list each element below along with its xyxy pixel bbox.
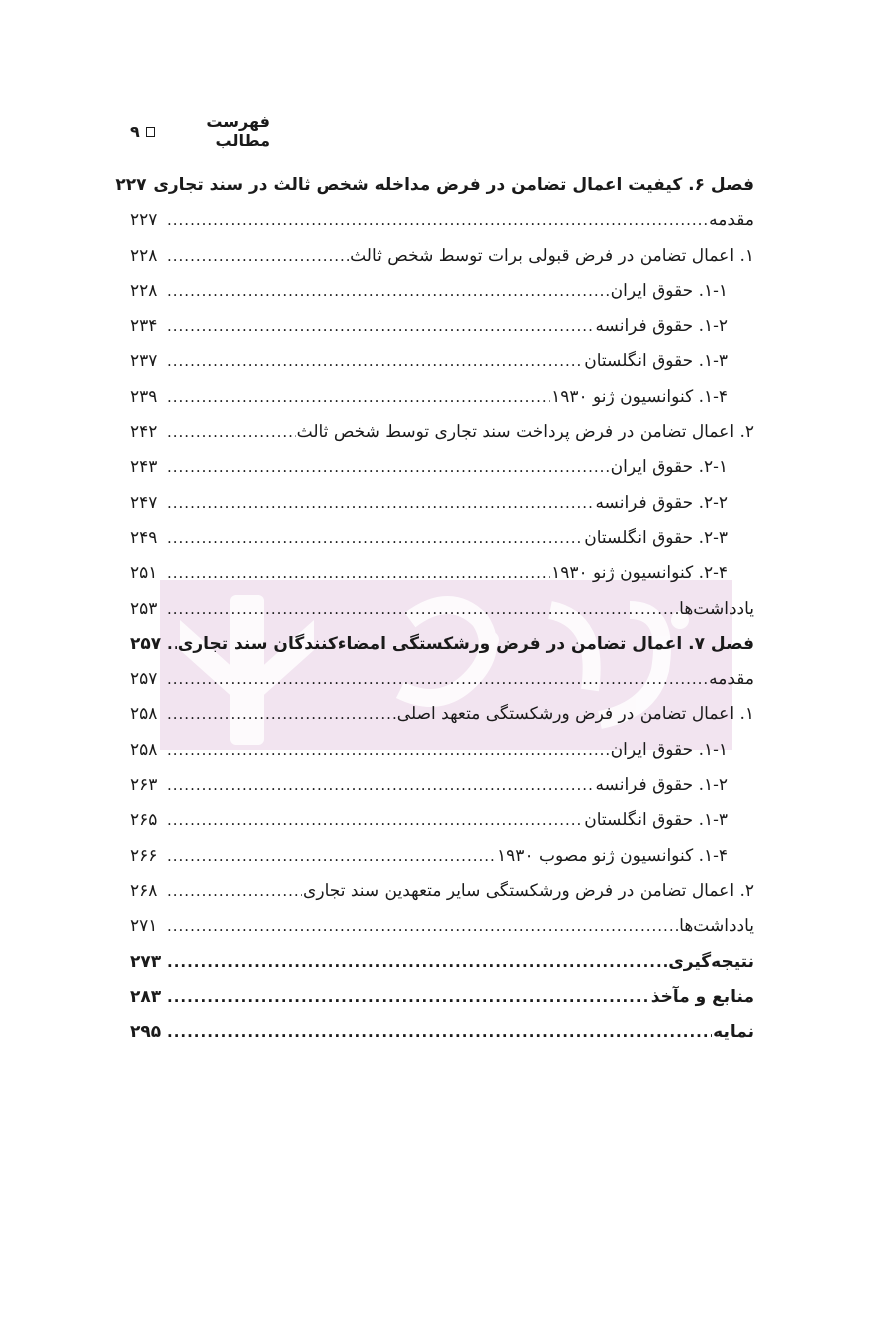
toc-entry-title: یادداشت‌ها	[679, 916, 754, 937]
dot-leader	[167, 662, 708, 697]
dot-leader	[167, 309, 594, 344]
dot-leader	[167, 697, 396, 732]
toc-entry-page: ۲۲۸	[130, 245, 158, 266]
toc-entry-title: یادداشت‌ها	[679, 598, 754, 619]
toc-entry-title: ۱-۳. حقوق انگلستان	[584, 351, 728, 372]
toc-entry	[130, 592, 754, 627]
toc-entry-title: فصل ۶. کیفیت اعمال تضامن در فرض مداخله شخص ثالث در سند تجاری	[153, 175, 754, 195]
toc-entry-page: ۲۵۷	[130, 669, 158, 690]
dot-leader	[167, 556, 550, 591]
dot-leader	[167, 592, 678, 627]
dot-leader	[167, 803, 583, 838]
dot-leader	[167, 1015, 712, 1050]
toc-entry-title: ۲-۳. حقوق انگلستان	[584, 527, 728, 548]
toc-entry	[130, 556, 754, 591]
dot-leader	[167, 203, 708, 238]
toc-entry-title: ۲-۴. کنوانسیون ژنو ۱۹۳۰	[551, 563, 728, 584]
dot-leader	[167, 945, 667, 980]
dot-leader	[167, 521, 583, 556]
toc-entry-page: ۲۵۸	[130, 739, 158, 760]
toc-entry	[130, 909, 754, 944]
toc-entry	[130, 627, 754, 662]
square-icon	[146, 127, 155, 137]
toc-entry	[130, 839, 754, 874]
toc-entry-title: مقدمه	[709, 669, 754, 690]
header-page-number: ۹	[130, 121, 140, 141]
toc-entry-title: ۲. اعمال تضامن در فرض ورشکستگی سایر متعهدین سند تجاری	[303, 880, 754, 901]
toc-entry	[130, 415, 754, 450]
toc-entry-page: ۲۳۷	[130, 351, 158, 372]
toc-entry	[130, 980, 754, 1015]
toc-entry-page: ۲۴۹	[130, 527, 158, 548]
running-header	[130, 112, 270, 150]
toc-entry-title: ۱-۳. حقوق انگلستان	[584, 810, 728, 831]
toc-entry	[130, 274, 754, 309]
toc-entry-title: ۱-۲. حقوق فرانسه	[595, 316, 728, 337]
toc-entry-page: ۲۸۳	[130, 986, 162, 1007]
toc-entry-title: فصل ۷. اعمال تضامن در فرض ورشکستگی امضاءکنندگان سند تجاری	[177, 633, 754, 654]
toc-entry-page: ۲۴۳	[130, 457, 158, 478]
toc-entry-page: ۲۵۷	[130, 633, 162, 654]
toc-entry-page: ۲۴۲	[130, 422, 158, 443]
toc-entry	[130, 1015, 754, 1050]
toc-entry-title: ۱-۴. کنوانسیون ژنو مصوب ۱۹۳۰	[497, 845, 728, 866]
toc-entry-page: ۲۲۷	[130, 210, 158, 231]
dot-leader	[167, 239, 349, 274]
toc-entry-page: ۲۷۳	[130, 951, 162, 972]
dot-leader	[167, 768, 594, 803]
toc-entry	[130, 733, 754, 768]
dot-leader	[167, 274, 610, 309]
toc-entry-page: ۲۴۷	[130, 492, 158, 513]
toc-entry-title: ۱. اعمال تضامن در فرض قبولی برات توسط شخص ثالث	[350, 245, 754, 266]
toc-entry-title: ۱. اعمال تضامن در فرض ورشکستگی متعهد اصلی	[396, 704, 754, 725]
toc-entry-page: ۲۲۸	[130, 280, 158, 301]
dot-leader	[167, 415, 296, 450]
toc-entry	[115, 168, 754, 203]
toc-entry	[130, 874, 754, 909]
toc-entry-page: ۲۲۷	[115, 175, 147, 195]
toc-entry	[130, 380, 754, 415]
toc-entry-page: ۲۶۵	[130, 810, 158, 831]
toc-entry	[130, 768, 754, 803]
toc-entry	[130, 309, 754, 344]
toc-entry-page: ۲۶۸	[130, 880, 158, 901]
toc-entry-page: ۲۷۱	[130, 916, 158, 937]
dot-leader	[167, 627, 177, 662]
toc-entry-page: ۲۵۸	[130, 704, 158, 725]
dot-leader	[167, 839, 496, 874]
toc-entry-title: ۲. اعمال تضامن در فرض پرداخت سند تجاری توسط شخص ثالث	[296, 422, 754, 443]
toc-entry-title: ۱-۴. کنوانسیون ژنو ۱۹۳۰	[551, 386, 728, 407]
toc-entry-page: ۲۶۶	[130, 845, 158, 866]
toc-entry	[130, 450, 754, 485]
dot-leader	[167, 450, 610, 485]
dot-leader	[167, 486, 594, 521]
dot-leader	[167, 344, 583, 379]
dot-leader	[167, 874, 302, 909]
toc-entry-page: ۲۶۳	[130, 775, 158, 796]
toc-entry-page: ۲۵۱	[130, 563, 158, 584]
toc-entry	[130, 239, 754, 274]
toc-entry	[130, 662, 754, 697]
dot-leader	[167, 380, 550, 415]
toc-entry	[130, 803, 754, 838]
toc-entry-title: ۱-۱. حقوق ایران	[610, 280, 728, 301]
toc-entry-title: ۲-۱. حقوق ایران	[610, 457, 728, 478]
dot-leader	[167, 980, 650, 1015]
toc-entry-title: نتیجه‌گیری	[668, 951, 754, 972]
toc-entry-title: نمایه	[713, 1022, 754, 1043]
dot-leader	[167, 733, 610, 768]
table-of-contents	[115, 168, 754, 1050]
toc-entry	[130, 945, 754, 980]
toc-entry-page: ۲۹۵	[130, 1022, 162, 1043]
toc-entry-title: ۱-۱. حقوق ایران	[610, 739, 728, 760]
toc-entry-page: ۲۳۴	[130, 316, 158, 337]
toc-entry	[130, 521, 754, 556]
toc-entry	[130, 344, 754, 379]
toc-entry-title: منابع و مآخذ	[650, 986, 754, 1007]
toc-entry-title: ۲-۲. حقوق فرانسه	[595, 492, 728, 513]
toc-entry-title: مقدمه	[709, 210, 754, 231]
header-title: فهرست مطالب	[206, 112, 270, 150]
toc-entry	[130, 203, 754, 238]
toc-entry-page: ۲۳۹	[130, 386, 158, 407]
dot-leader	[167, 909, 678, 944]
toc-entry	[130, 486, 754, 521]
toc-entry-page: ۲۵۳	[130, 598, 158, 619]
toc-entry-title: ۱-۲. حقوق فرانسه	[595, 775, 728, 796]
toc-entry	[130, 697, 754, 732]
